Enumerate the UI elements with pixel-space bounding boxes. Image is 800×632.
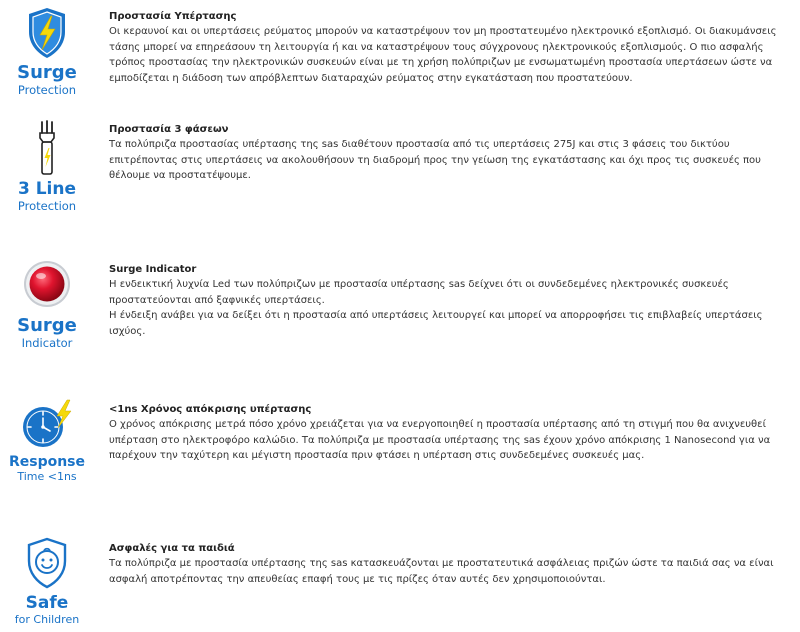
three-line-protection-icon (35, 120, 59, 176)
feature-heading: Προστασία Υπέρτασης (109, 11, 237, 22)
feature-text-block (109, 402, 791, 464)
feature-text-block (109, 541, 791, 587)
feature-icon-title: Response (8, 454, 86, 470)
feature-surge-protection (0, 0, 800, 110)
feature-icon-subtitle: Protection (17, 83, 77, 97)
feature-paragraph: Ο χρόνος απόκρισης μετρά πόσο χρόνο χρειάζεται για να ενεργοποιηθεί η προστασία υπέρτασης από τη στιγμή που θα ανιχνευθεί υπέρταση στο ηλεκτροφόρο καλώδιο. Τα πολύπριζα με προστασία υπέρτασης της sas έχουν χρόνο απόκρισης 1 Nanosecond για να παρέχουν την ταχύτερη και μέγιστη προστασία πριν φτάσει η υπέρταση στις συνδεδεμένες συσκευές μας. (109, 419, 771, 461)
feature-response-time (0, 395, 800, 505)
feature-text-block (109, 9, 791, 86)
feature-paragraph: Οι κεραυνοί και οι υπερτάσεις ρεύματος μπορούν να καταστρέψουν τον μη προστατευμένο ηλεκτρονικό εξοπλισμό. Οι διακυμάνσεις τάσης μπορεί να επηρεάσουν τη λειτουργία ή και να καταστρέψουν τους σύγχρονους ηλεκτρονικούς εξοπλισμούς. Ο πιο ασφαλής τρόπος προστασίας την ηλεκτρονικών συσκευών είναι με τη χρήση πολύπριζων με ενσωματωμένη προστασία υπερτάσεων ώστε να εμποδίζεται η διάδοση των απρόβλεπτων διαταραχών ρεύματος στην εγκατάσταση που προστατεύουν. (109, 26, 777, 84)
feature-icon-title: Surge (17, 315, 77, 336)
feature-icon-title: Surge (17, 62, 77, 83)
feature-safe-for-children (0, 535, 800, 632)
feature-icon-block (0, 259, 94, 350)
feature-heading: Προστασία 3 φάσεων (109, 124, 229, 135)
feature-icon-title: 3 Line (17, 179, 77, 199)
feature-paragraph: Η ένδειξη ανάβει για να δείξει ότι η προστασία από υπερτάσεις λειτουργεί και μπορεί να απορροφήσει τις επιβλαβείς υπερτάσεις ισχύος. (109, 310, 763, 337)
feature-text-block (109, 122, 791, 184)
feature-icon-subtitle: Indicator (21, 336, 73, 350)
feature-icon-block (0, 397, 94, 483)
surge-indicator-led-icon (22, 259, 72, 309)
feature-paragraph: Η ενδεικτική λυχνία Led των πολύπριζων με προστασία υπέρτασης sas δείχνει ότι οι συνδεδεμένες ηλεκτρονικές συσκευές προστατεύονται από ξαφνικές υπερτάσεις. (109, 279, 729, 306)
feature-icon-subtitle: Protection (17, 199, 77, 213)
feature-icon-subtitle: for Children (14, 613, 80, 626)
response-time-clock-icon (19, 397, 75, 453)
surge-protection-shield-icon (25, 6, 69, 60)
feature-paragraph: Τα πολύπριζα προστασίας υπέρτασης της sas διαθέτουν προστασία από τις υπερτάσεις 275J και στις 3 φάσεις του δικτύου επιτρέποντας στις υπερτάσεις να ακολουθήσουν τη διαδρομή προς την γείωση της εγκατάστασης και όχι προς τις συσκευές που θέλουμε να προστατέψουμε. (109, 139, 761, 181)
feature-heading: <1ns Χρόνος απόκρισης υπέρτασης (109, 404, 312, 415)
feature-icon-block (0, 6, 94, 97)
feature-text-block (109, 262, 791, 339)
feature-icon-block (0, 120, 94, 213)
child-safe-shield-icon (25, 537, 69, 589)
feature-icon-block (0, 537, 94, 626)
feature-three-line-protection (0, 115, 800, 225)
feature-heading: Ασφαλές για τα παιδιά (109, 543, 235, 554)
feature-icon-subtitle: Time <1ns (17, 470, 77, 483)
feature-surge-indicator (0, 255, 800, 365)
feature-icon-title: Safe (25, 593, 69, 613)
feature-heading: Surge Indicator (109, 264, 197, 275)
feature-paragraph: Τα πολύπριζα με προστασία υπέρτασης της sas κατασκευάζονται με προστατευτικά ασφάλειας πριζών ώστε τα παιδιά σας να είναι ασφαλή αποτρέποντας την απευθείας επαφή τους με τις πρίζες όταν αυτές δεν χρησιμοποιούνται. (109, 558, 774, 585)
